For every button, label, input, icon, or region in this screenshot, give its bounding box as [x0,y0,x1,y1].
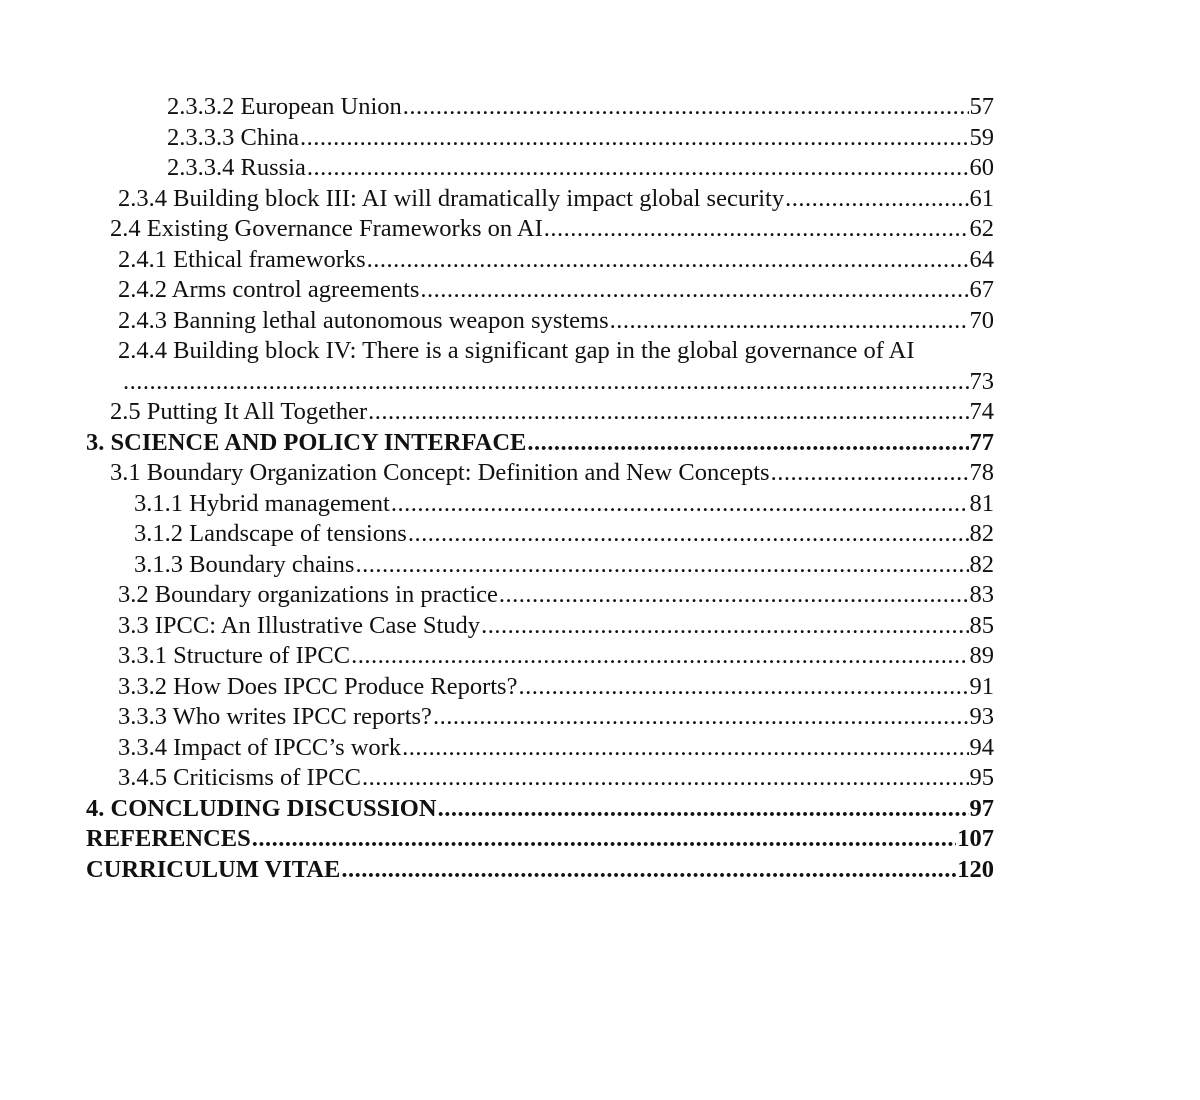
toc-page-number: 97 [969,794,994,822]
toc-entry[interactable] [0,153,994,184]
toc-entry[interactable] [0,245,994,276]
toc-dot-leader [300,123,968,154]
toc-entry-title: 3.4.5 Criticisms of IPCC [118,764,361,791]
toc-entry-title: 3.3.1 Structure of IPCC [118,642,351,669]
toc-page-number: 60 [969,154,994,181]
toc-entry-title: 2.4.2 Arms control agreements [118,276,420,303]
toc-dot-leader [518,672,968,703]
toc-entry-title: 2.3.3.2 European Union [167,93,402,120]
table-of-contents [0,92,1200,885]
toc-dot-leader [402,733,968,764]
toc-entry[interactable] [0,824,994,855]
toc-dot-leader [123,367,969,398]
toc-dot-leader [362,763,969,794]
toc-page-number: 57 [969,93,994,120]
toc-entry[interactable] [0,519,994,550]
toc-dot-leader [438,794,969,825]
toc-page-number: 85 [969,611,994,639]
toc-page-number: 61 [969,184,994,212]
toc-page-number: 59 [969,123,994,151]
toc-entry[interactable] [0,611,994,642]
toc-page-number: 74 [969,398,994,425]
toc-page-number: 64 [969,245,994,273]
toc-page-number: 107 [957,825,994,852]
toc-entry-title: 3.1.3 Boundary chains [134,550,355,578]
toc-page-number: 89 [969,642,994,669]
toc-page-number: 120 [957,855,994,883]
toc-page-number: 77 [969,428,994,456]
toc-entry-title: 2.5 Putting It All Together [110,398,368,425]
toc-entry-title: 3.3.4 Impact of IPCC’s work [118,733,402,761]
toc-dot-leader [433,702,969,733]
toc-dot-leader [307,153,969,184]
toc-entry-title: 3.2 Boundary organizations in practice [118,581,498,608]
toc-entry[interactable] [0,855,994,886]
toc-page-number: 81 [969,489,994,517]
toc-page-number: 95 [969,764,994,791]
toc-page-number: 82 [969,520,994,547]
toc-entry[interactable] [0,92,994,123]
toc-entry[interactable] [0,489,994,520]
toc-entry[interactable] [0,184,994,215]
toc-dot-leader [481,611,968,642]
toc-entry-title: 3.1 Boundary Organization Concept: Definition and New Concepts [110,459,770,486]
toc-entry[interactable] [0,641,994,672]
toc-page-number: 91 [969,672,994,700]
toc-dot-leader [527,428,968,459]
toc-entry-title: 3.3 IPCC: An Illustrative Case Study [118,611,481,639]
toc-entry[interactable] [0,336,994,397]
toc-page-number: 78 [969,459,994,486]
toc-page-number: 62 [969,215,994,242]
toc-page-number: 83 [969,581,994,608]
toc-page-number: 93 [969,703,994,730]
toc-dot-leader [252,824,957,855]
toc-page-number: 82 [969,550,994,578]
toc-entry-title: 2.3.3.3 China [167,123,300,151]
toc-entry-title: 2.3.3.4 Russia [167,154,306,181]
toc-entry-title: 2.4.3 Banning lethal autonomous weapon systems [118,306,609,334]
toc-entry-title: 2.4.4 Building block IV: There is a significant gap in the global governance of AI [118,337,915,364]
toc-entry[interactable] [0,763,994,794]
toc-entry-title: 3.3.2 How Does IPCC Produce Reports? [118,672,518,700]
toc-page-number: 94 [969,733,994,761]
toc-entry[interactable] [0,428,994,459]
toc-dot-leader [403,92,969,123]
toc-entry-title: REFERENCES [86,825,251,852]
toc-entry-title: 3.1.2 Landscape of tensions [134,520,407,547]
toc-entry-title: 3.1.1 Hybrid management [134,489,390,517]
toc-dot-leader [367,245,969,276]
toc-dot-leader [610,306,969,337]
toc-entry-title: 4. CONCLUDING DISCUSSION [86,794,437,822]
toc-dot-leader [408,519,969,550]
toc-dot-leader [341,855,956,886]
toc-dot-leader [355,550,968,581]
toc-entry-title: 2.4.1 Ethical frameworks [118,245,366,273]
toc-dot-leader [351,641,968,672]
toc-entry[interactable] [0,458,994,489]
toc-entry[interactable] [0,794,994,825]
toc-entry-title: 2.4 Existing Governance Frameworks on AI [110,215,543,242]
toc-entry[interactable] [0,550,994,581]
toc-entry[interactable] [0,672,994,703]
toc-dot-leader [785,184,968,215]
toc-page-number: 73 [969,367,994,395]
toc-entry-title: 3.3.3 Who writes IPCC reports? [118,703,432,730]
toc-entry[interactable] [0,397,994,428]
toc-dot-leader [420,275,968,306]
toc-dot-leader [499,580,969,611]
toc-entry[interactable] [0,275,994,306]
toc-entry[interactable] [0,702,994,733]
toc-entry[interactable] [0,214,994,245]
toc-entry[interactable] [0,123,994,154]
toc-entry[interactable] [0,580,994,611]
toc-page-number: 67 [969,276,994,303]
toc-entry[interactable] [0,733,994,764]
toc-dot-leader [391,489,969,520]
toc-entry[interactable] [0,306,994,337]
toc-dot-leader [368,397,968,428]
toc-entry-title: 2.3.4 Building block III: AI will dramatically impact global security [118,184,785,212]
toc-entry-title: 3. SCIENCE AND POLICY INTERFACE [86,428,527,456]
toc-entry-title: CURRICULUM VITAE [86,855,341,883]
toc-page-number: 70 [969,306,994,334]
toc-dot-leader [544,214,969,245]
toc-dot-leader [771,458,969,489]
